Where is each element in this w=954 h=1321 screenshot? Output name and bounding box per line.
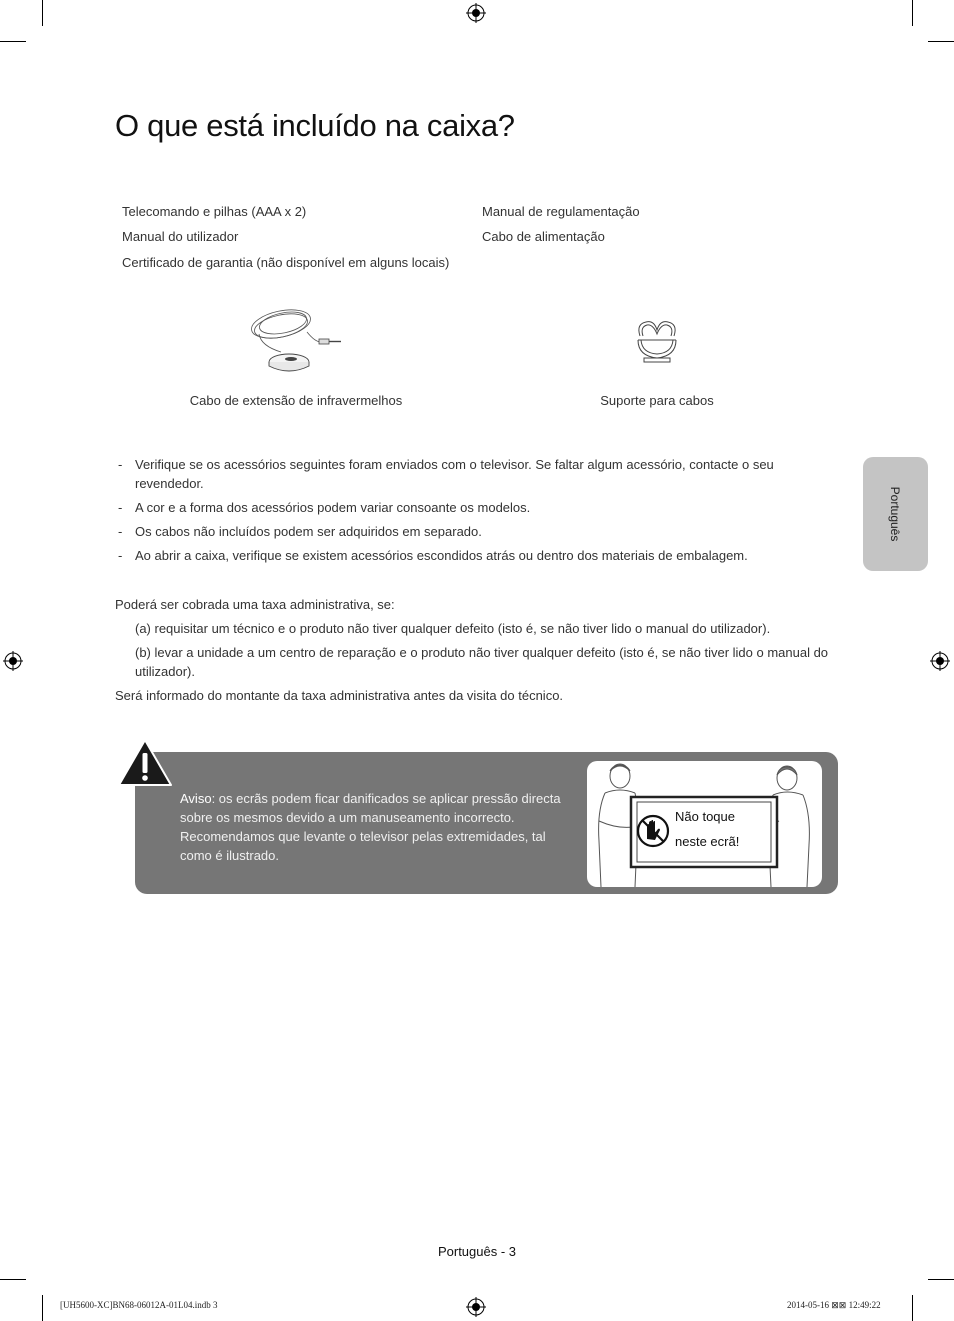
ir-extension-cable-icon <box>245 302 345 378</box>
cable-holder-caption: Suporte para cabos <box>600 393 714 408</box>
accessory-item: Telecomando e pilhas (AAA x 2) <box>122 204 307 219</box>
cable-holder-icon <box>632 318 682 364</box>
note-item: - Verifique se os acessórios seguintes foram enviados com o televisor. Se faltar algum acessório, contacte o seu revendedor. <box>118 457 774 491</box>
note-text: Verifique se os acessórios seguintes foram enviados com o televisor. Se faltar algum acessório, contacte o seu revendedor. <box>135 457 774 491</box>
fees-item-a: (a) requisitar um técnico e o produto não tiver qualquer defeito (isto é, se não tiver lido o manual do utilizador). <box>135 621 771 636</box>
note-text: A cor e a forma dos acessórios podem variar consoante os modelos. <box>135 500 531 515</box>
ir-cable-caption: Cabo de extensão de infravermelhos <box>189 393 403 408</box>
people-holding-tv-icon <box>587 761 822 887</box>
registration-mark-icon <box>466 1297 486 1317</box>
accessory-item: Certificado de garantia (não disponível em alguns locais) <box>122 255 450 270</box>
registration-mark-icon <box>930 651 950 671</box>
crop-mark <box>0 41 26 42</box>
fees-intro: Poderá ser cobrada uma taxa administrativa, se: <box>115 597 395 612</box>
crop-mark <box>928 41 954 42</box>
page-number: Português - 3 <box>437 1244 517 1259</box>
registration-mark-icon <box>3 651 23 671</box>
accessory-item: Manual de regulamentação <box>482 204 640 219</box>
crop-mark <box>912 0 913 26</box>
note-item: - Ao abrir a caixa, verifique se existem acessórios escondidos atrás ou dentro dos materiais de embalagem. <box>118 548 748 563</box>
language-tab-label: Português <box>888 486 902 542</box>
footer-file: [UH5600-XC]BN68-06012A-01L04.indb 3 <box>60 1300 218 1310</box>
crop-mark <box>42 0 43 26</box>
page-title: O que está incluído na caixa? <box>115 108 515 143</box>
note-text: Ao abrir a caixa, verifique se existem acessórios escondidos atrás ou dentro dos materiais de embalagem. <box>135 548 748 563</box>
accessory-item: Cabo de alimentação <box>482 229 605 244</box>
screen-warning-line2: neste ecrã! <box>675 834 740 849</box>
warning-triangle-icon <box>116 737 174 789</box>
notes-list <box>115 455 795 570</box>
crop-mark <box>928 1279 954 1280</box>
fees-section <box>115 595 835 710</box>
warning-text <box>180 789 570 865</box>
crop-mark <box>42 1295 43 1321</box>
language-tab <box>863 457 928 571</box>
screen-warning-line1: Não toque <box>675 809 735 824</box>
note-item: - Os cabos não incluídos podem ser adquiridos em separado. <box>118 524 482 539</box>
registration-mark-icon <box>466 3 486 23</box>
fees-outro: Será informado do montante da taxa administrativa antes da visita do técnico. <box>115 688 564 703</box>
note-item: - A cor e a forma dos acessórios podem variar consoante os modelos. <box>118 500 531 515</box>
footer-datetime: 2014-05-16 ⊠⊠ 12:49:22 <box>787 1300 881 1310</box>
crop-mark <box>0 1279 26 1280</box>
crop-mark <box>912 1295 913 1321</box>
warning-label: Aviso <box>180 791 212 806</box>
note-text: Os cabos não incluídos podem ser adquiridos em separado. <box>135 524 482 539</box>
warning-body: : os ecrãs podem ficar danificados se aplicar pressão directa sobre os mesmos devido a um manuseamento incorrecto. Recomendamos que levante o televisor pelas extremidades, tal como é ilustrado. <box>180 791 561 863</box>
accessory-item: Manual do utilizador <box>122 229 239 244</box>
fees-item-b: (b) levar a unidade a um centro de reparação e o produto não tiver qualquer defeito (isto é, se não tiver lido o manual do utilizador). <box>135 645 829 679</box>
tv-handling-illustration <box>587 761 822 887</box>
